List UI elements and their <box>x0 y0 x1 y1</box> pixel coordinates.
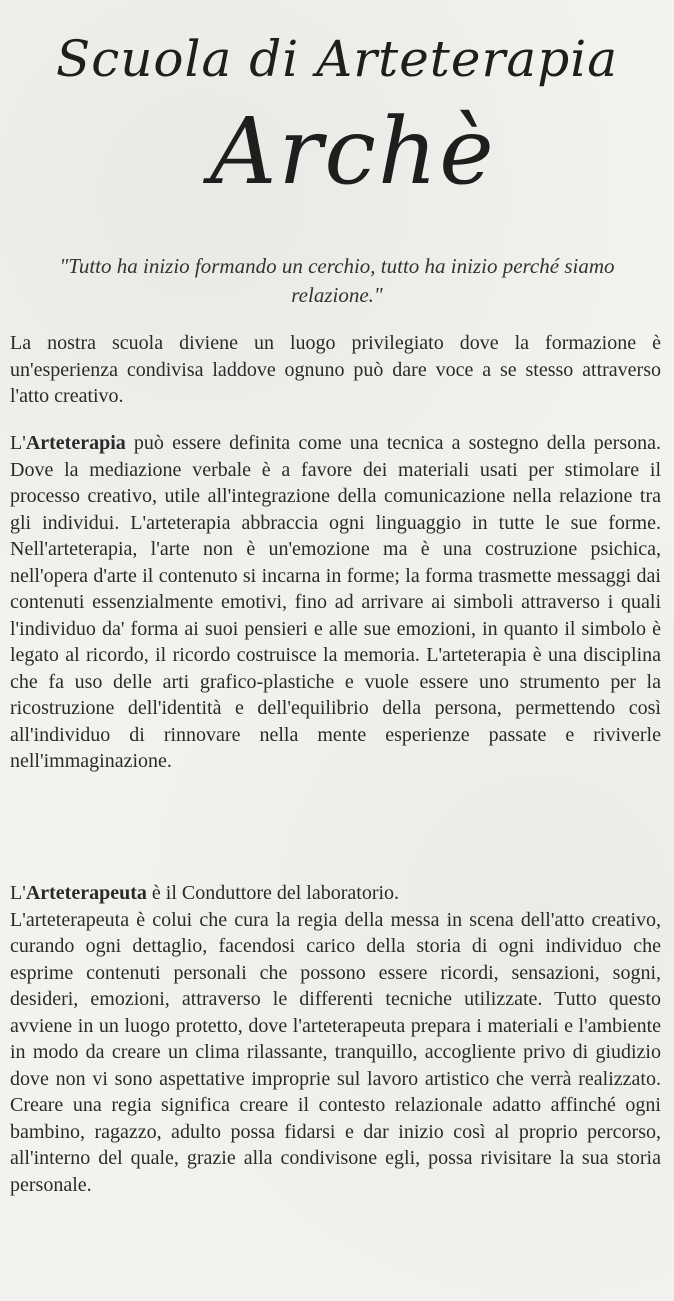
arteterapeuta-text: L'arteterapeuta è colui che cura la regia della messa in scena dell'atto creativo, curando ogni dettaglio, facendosi carico della storia di ogni individuo che esprime contenuti personali che possono essere ricordi, sensazioni, sogni, desideri, emozioni, attraverso le differenti tecniche utilizzate. Tutto questo avviene in un luogo protetto, dove l'arteterapeuta prepara i materiali e l'ambiente in modo da creare un clima rilassante, tranquillo, accogliente privo di giudizio dove non vi sono aspettative improprie sul lavoro artistico che verrà realizzato. Creare una regia significa creare il contesto relazionale adatto affinché ogni bambino, ragazzo, adulto possa fidarsi e dar inizio così al proprio percorso, all'interno del quale, grazie alla condivisone egli, possa rivisitare la sua storia personale. <box>10 908 661 1196</box>
arteterapia-paragraph <box>10 430 661 775</box>
arteterapeuta-prefix: L' <box>10 882 26 904</box>
intro-text: La nostra scuola diviene un luogo privilegiato dove la formazione è un'esperienza condivisa laddove ognuno può dare voce a se stesso attraverso l'atto creativo. <box>10 332 661 407</box>
arteterapeuta-term: Arteterapeuta <box>25 882 147 904</box>
arteterapeuta-heading-rest: è il Conduttore del laboratorio. <box>146 882 400 904</box>
arteterapia-term: Arteterapia <box>25 432 126 454</box>
school-title: Scuola di Arteterapia <box>55 30 619 88</box>
arteterapeuta-paragraph <box>10 880 661 1198</box>
arteterapia-text: può essere definita come una tecnica a sostegno della persona. Dove la mediazione verbale è a favore dei materiali usati per stimolare il processo creativo, utile all'integrazione della comunicazione nella relazione tra gli individui. L'arteterapia abbraccia ogni linguaggio in tutte le sue forme. Nell'arteterapia, l'arte non è un'emozione ma è una costruzione psichica, nell'opera d'arte il contenuto si incarna in forme; la forma trasmette messaggi dai contenuti essenzialmente emotivi, fino ad arrivare ai simboli attraverso i quali l'individuo da' forma ai suoi pensieri e alle sue emozioni, in quanto il simbolo è legato al ricordo, il ricordo costruisce la memoria. L'arteterapia è una disciplina che fa uso delle arti grafico-plastiche e vuole essere uno strumento per la ricostruzione dell'identità e dell'equilibrio della persona, permettendo così all'individuo di rinnovare nella mente esperienze passate e riviverle nell'immaginazione. <box>10 432 661 772</box>
motto-quote: "Tutto ha inizio formando un cerchio, tutto ha inizio perché siamo relazione." <box>59 254 615 307</box>
school-name: Archè <box>210 98 496 205</box>
arteterapia-prefix: L' <box>10 432 26 454</box>
intro-paragraph <box>10 330 661 410</box>
